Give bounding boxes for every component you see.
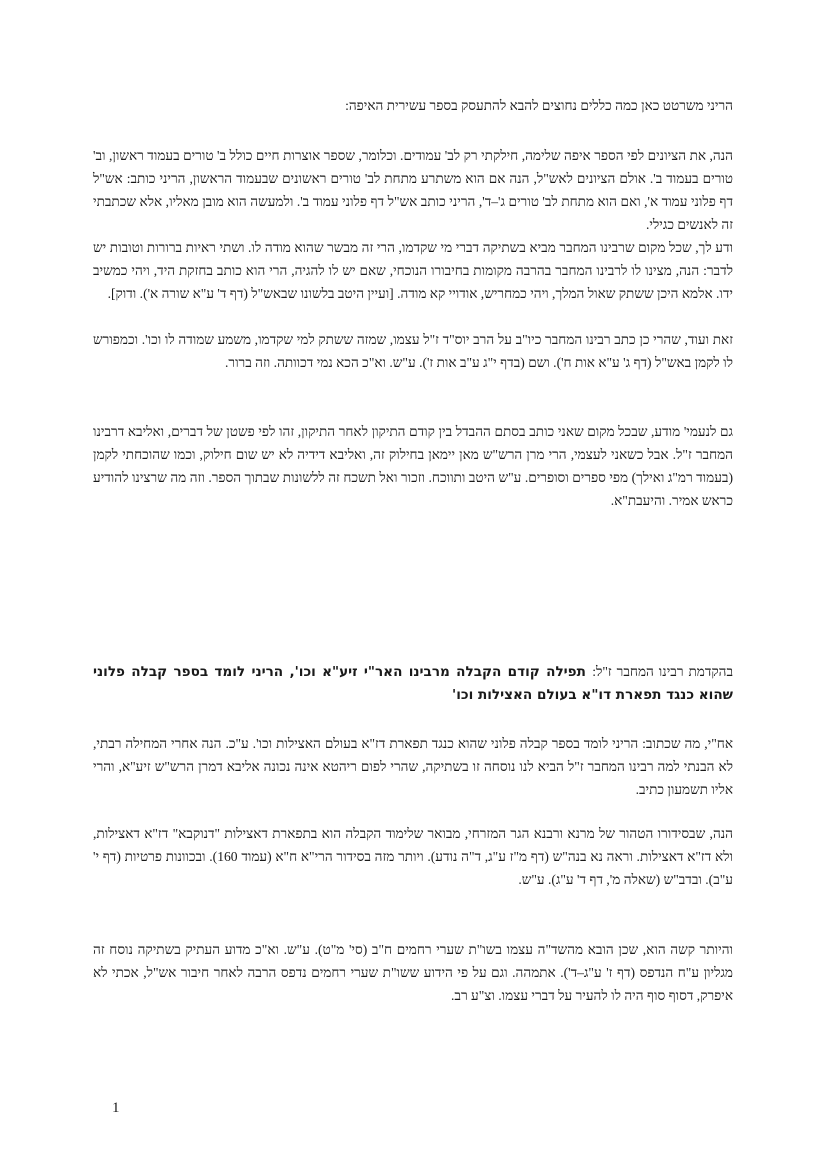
paragraph-text: גם לנעמי' מודע, שבכל מקום שאני כותב בסתם ההבדל בין קודם התיקון לאחר התיקון, זהו לפי פשטן של דברים, ואליבא דרבינו המחבר ז"ל. אבל כשאני לעצמי, הרי מרן הרש"ש מאן יימאן בחילוק זה, ואליבא דידיה לא יש שום חילוק, וכמו שהוכחתי לקמן (בעמוד רמ"ג ואילך) מפי ספרים וסופרים. ע"ש היטב ותווכח. וזכור ואל תשכח זה ללשונות שבתוך הספר. וזה מה שרצינו להודיע כראש אמיר. והיעבת"א. (93, 424, 733, 508)
paragraph-text: זאת ועוד, שהרי כן כתב רבינו המחבר כיו"ב על הרב יוס"ד ז"ל עצמו, שמזה ששתק למי שקדמו, משמע שמודה לו וכו'. וכמפורש לו לקמן באש"ל (דף ג' ע"א אות ח'). ושם (בדף י"ג ע"ב אות ז'). ע"ש. וא"כ הכא נמי דכוותה. וזה ברור. (93, 332, 733, 370)
section-heading-prefix: בהקדמת רבינו המחבר ז"ל: (592, 664, 734, 679)
paragraph-text: אח"י, מה שכתוב: הריני לומד בספר קבלה פלוני שהוא כנגד תפארת דז"א בעולם האצילות וכו'. ע"כ. הנה אחרי המחילה רבתי, לא הבנתי למה רבינו המחבר ז"ל הביא לנו נוסחה זו בשתיקה, שהרי לפום ריהטא אינה נכונה אליבא דמרן הרש"ש זיע"א, והרי אליו תשמעון כתיב. (93, 736, 733, 797)
paragraph-2 (93, 236, 733, 305)
paragraph-text: הנה, את הציונים לפי הספר איפה שלימה, חילקתי רק לב' עמודים. וכלומר, שספר אוצרות חיים כולל ב' טורים בעמוד ראשון, וב' טורים בעמוד ב'. אולם הציונים לאש"ל, הנה אם הוא משתרע מתחת לב' טורים ראשונים שבעמוד הראשון, הריני כותב: אש"ל דף פלוני עמוד א', ואם הוא מתחת לב' טורים ג'–ד', הריני כותב אש"ל דף פלוני עמוד ב'. ולמעשה הוא מובן מאליו, אלא שכתבתי זה לאנשים כגילי. (93, 148, 733, 232)
intro-text: הריני משרטט כאן כמה כללים נחוצים להבא להתעסק בספר עשירית האיפה: (345, 98, 733, 113)
paragraph-text: והיותר קשה הוא, שכן הובא מהשד"ה עצמו בשו"ת שערי רחמים ח"ב (סי' מ"ט). ע"ש. וא"כ מדוע העתיק בשתיקה נוסח זה מגליון ע"ח הנדפס (דף ז' ע"ג–ד'). אתמהה. וגם על פי הידוע ששו"ת שערי רחמים נדפס הרבה לאחר חיבור אש"ל, אכתי לא איפרק, דסוף סוף היה לו להעיר על דברי עצמו. וצ"ע רב. (93, 942, 733, 1003)
section-paragraph-3 (93, 938, 733, 1007)
page-number: 1 (112, 1100, 120, 1116)
intro-line (93, 94, 733, 117)
section-heading (93, 660, 733, 707)
paragraph-3 (93, 328, 733, 374)
section-paragraph-2 (93, 822, 733, 891)
section-heading-title: תפילה קודם הקבלה מרבינו האר"י זיע"א וכו', הריני לומד בספר קבלה פלוני שהוא כנגד תפארת דו"א בעולם האצילות וכו' (93, 664, 733, 703)
paragraph-1 (93, 144, 733, 236)
paragraph-4 (93, 420, 733, 512)
section-paragraph-1 (93, 732, 733, 801)
paragraph-text: הנה, שבסידורו הטהור של מרנא ורבנא הגר המזרחי, מבואר שלימוד הקבלה הוא בתפארת דאצילות "דנוקבא" דז"א דאצילות, ולא דז"א דאצילות. וראה נא בנה"ש (דף מ"ז ע"ג, ד"ה נודע). ויותר מזה בסידור הרי"א ח"א (עמוד 160). ובכוונות פרטיות (דף י' ע"ב). ובדב"ש (שאלה מ', דף ד' ע"ג). ע"ש. (93, 826, 733, 887)
paragraph-text: ודע לך, שכל מקום שרבינו המחבר מביא בשתיקה דברי מי שקדמו, הרי זה מבשר שהוא מודה לו. ושתי ראיות ברורות וטובות יש לדבר: הנה, מצינו לו לרבינו המחבר בהרבה מקומות בחיבורו הנוכחי, שאם יש לו להגיה, הרי הוא כותב בחזקת היד, ויהי כמשיב ידו. אלמא היכן ששתק שאול המלך, ויהי כמחריש, אודויי קא מודה. [ועיין היטב בלשונו שבאש"ל (דף ד' ע"א שורה א'). ודוק]. (93, 240, 733, 301)
